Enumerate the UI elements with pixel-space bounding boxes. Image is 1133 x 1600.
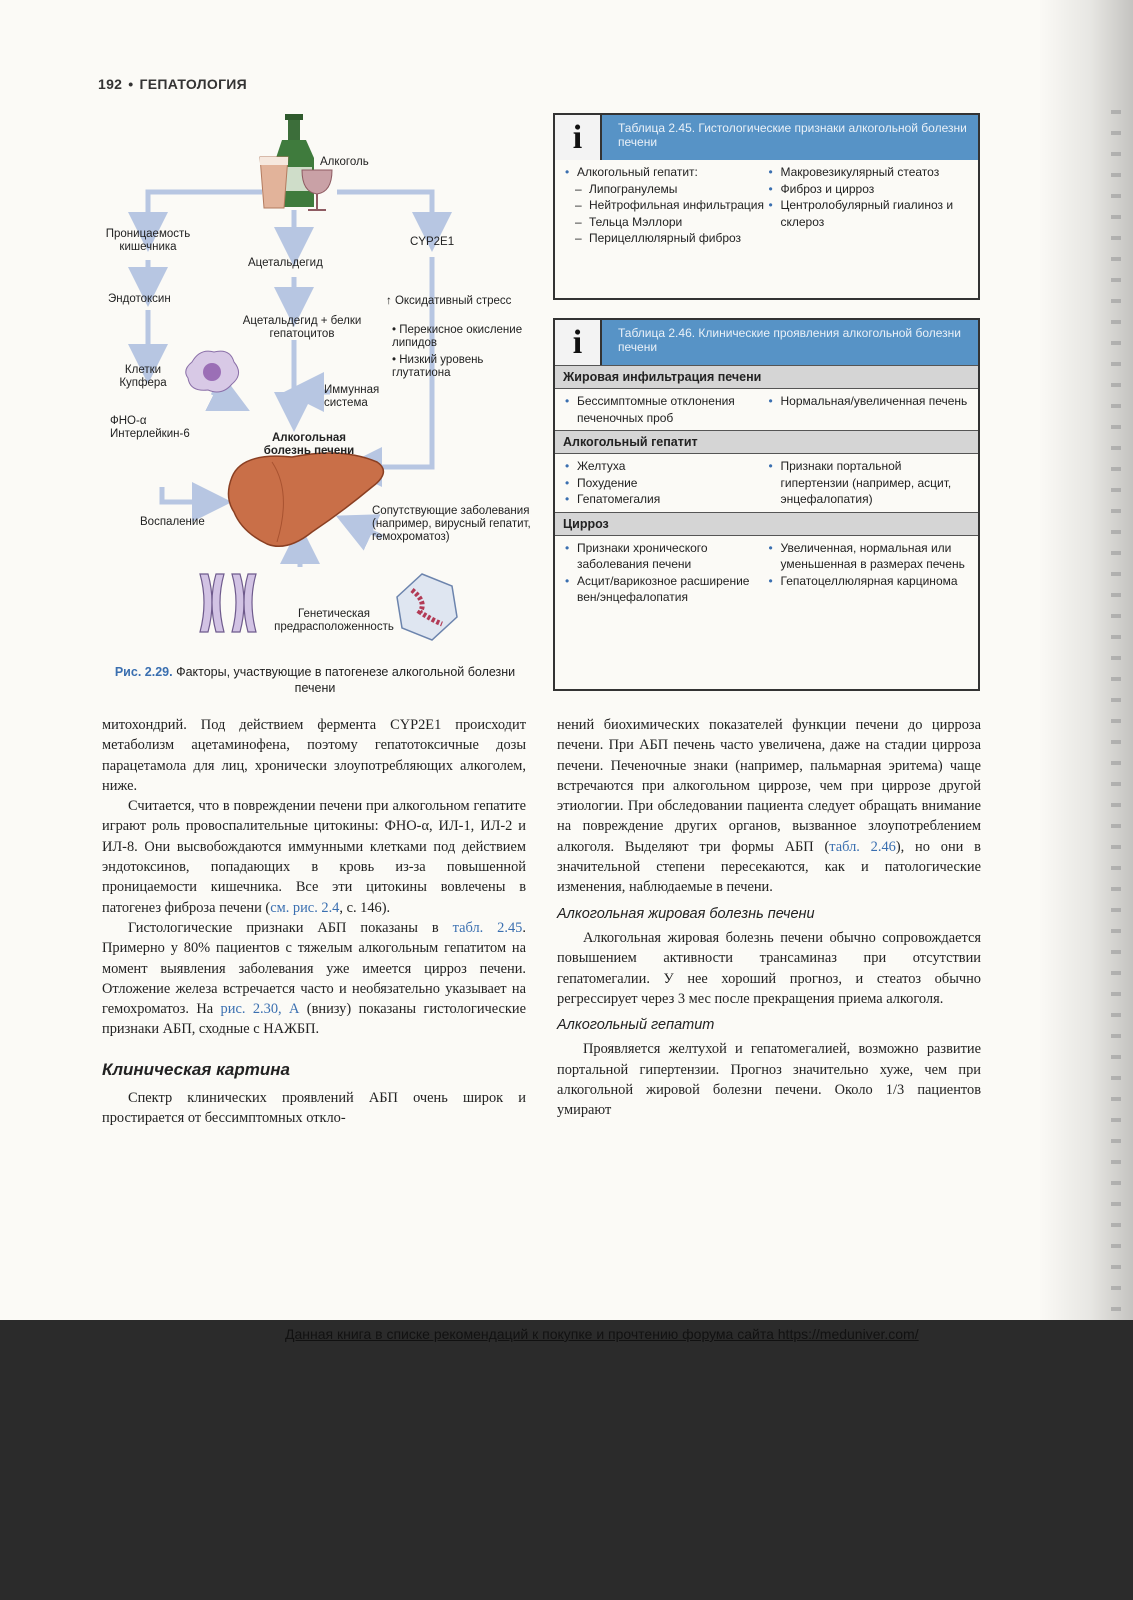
label-acetaldehyde-proteins: Ацетальдегид + белки гепатоцитов	[242, 315, 362, 340]
table-2-46	[553, 318, 980, 691]
virus-icon	[397, 574, 457, 640]
table-2-46-section-body	[555, 536, 978, 610]
kupffer-cell-icon	[186, 351, 239, 392]
footer-notice-link[interactable]: Данная книга в списке рекомендаций к покупке и прочтению форума сайта https://meduniver.com/	[285, 1326, 919, 1342]
table-2-46-item: • Похудение	[565, 475, 769, 492]
table-2-45-right-item: • Фиброз и цирроз	[769, 181, 973, 198]
table-2-46-item: • Признаки портальной гипертензии (например, асцит, энцефалопатия)	[769, 458, 973, 508]
table-2-46-header	[555, 320, 978, 365]
label-lipid-peroxidation: • Перекисное окисление липидов	[392, 324, 523, 349]
table-2-46-item: • Гепатомегалия	[565, 491, 769, 508]
info-icon: i	[555, 115, 602, 160]
label-alcohol: Алкоголь	[320, 156, 369, 168]
paragraph: Спектр клинических проявлений АБП очень широк и простирается от бессимптомных откло-	[102, 1090, 526, 1127]
table-2-46-item: • Желтуха	[565, 458, 769, 475]
figure-caption-number: Рис. 2.29.	[114, 665, 173, 679]
table-2-46-item: • Увеличенная, нормальная или уменьшенная в размерах печень	[769, 540, 973, 573]
beer-glass-icon	[260, 157, 288, 208]
table-2-45	[553, 113, 980, 300]
table-2-45-body	[555, 160, 978, 251]
table-2-46-item: • Бессимптомные отклонения печеночных проб	[565, 393, 769, 426]
table-2-46-section-title: Алкогольный гепатит	[555, 430, 978, 454]
section-heading: Клиническая картина	[102, 1059, 290, 1079]
paragraph	[102, 918, 526, 1040]
label-intestinal-permeability: Проницаемость кишечника	[105, 228, 191, 253]
label-comorbid-diseases: Сопутствующие заболевания (например, вирусный гепатит, гемохроматоз)	[372, 505, 531, 543]
subsection-heading: Алкогольная жировая болезнь печени	[557, 905, 815, 922]
text-run: (внизу) показаны гистологические признаки АБП, сходные с НАЖБП.	[102, 1001, 526, 1038]
label-kupffer-cells: Клетки Купфера	[119, 364, 167, 389]
table-2-45-left-head: • Алкогольный гепатит:	[565, 164, 769, 181]
label-acetaldehyde: Ацетальдегид	[248, 257, 323, 269]
table-reference-link[interactable]: табл. 2.46	[829, 838, 896, 855]
label-alcoholic-liver-disease: Алкогольная болезнь печени	[263, 432, 355, 457]
figure-reference-link[interactable]: см. рис. 2.4	[270, 899, 340, 916]
subsection-heading: Алкогольный гепатит	[557, 1017, 715, 1034]
liver-icon	[228, 453, 383, 546]
left-text-column	[102, 715, 526, 1129]
figure-caption	[98, 664, 532, 696]
label-low-glutathione: • Низкий уровень глутатиона	[392, 354, 484, 379]
table-2-46-section-title: Жировая инфильтрация печени	[555, 365, 978, 389]
info-icon: i	[555, 320, 602, 365]
label-genetic-predisposition: Генетическая предрасположенность	[274, 608, 394, 633]
figure-caption-text: Факторы, участвующие в патогенезе алкогольной болезни печени	[176, 665, 516, 695]
text-run: нений биохимических показателей функции печени до цирроза печени. При АБП печень часто увеличена, даже на стадии цирроза печени. Печеночные знаки (например, пальмарная эритема) чаще встречаются при алкогольном циррозе, чем при циррозе другой этиологии. При обследовании пациента следует обращать внимание на повреждение других органов, вызванное злоупотреблением алкоголя. Выделяют три формы АБП (	[557, 717, 981, 855]
table-2-45-left-item: – Нейтрофильная инфильтрация	[565, 197, 769, 214]
text-run: ), но они в значительной степени пересекаются, как и патологические изменения, наблюдаемые в печени.	[557, 838, 981, 896]
text-run: , с. 146).	[339, 899, 391, 916]
paragraph: Проявляется желтухой и гепатомегалией, возможно развитие портальной гипертензии. Прогноз значительно хуже, чем при алкогольной жировой болезни печени. Около 1/3 пациентов умирают	[557, 1041, 981, 1119]
label-cyp2e1: CYP2E1	[410, 236, 455, 248]
text-run: . Примерно у 80% пациентов с тяжелым алкогольным гепатитом на момент выявления заболевания уже имеется цирроз печени. Отложение железа встречается часто и необязательно указывает на гемохроматоз. На	[102, 919, 526, 1018]
label-tnf-il6: ФНО-α Интерлейкин-6	[110, 415, 190, 440]
text-run: Считается, что в повреждении печени при алкогольном гепатите играют роль провоспалительные цитокины: ФНО-α, ИЛ-1, ИЛ-2 и ИЛ-8. Они высвобождаются иммунными клетками под действием эндотоксинов, попадающих в кровь из-за повышенной проницаемости кишечника. Все эти цитокины вовлечены в патогенез фиброза печени (	[102, 798, 526, 916]
paragraph	[102, 796, 526, 918]
table-2-46-title: Таблица 2.46. Клинические проявления алкогольной болезни печени	[618, 326, 961, 354]
table-2-46-section-body	[555, 389, 978, 430]
text-run: Гистологические признаки АБП показаны в	[128, 919, 453, 936]
table-2-45-header	[555, 115, 978, 160]
page-number: 192	[98, 76, 123, 92]
label-immune-system: Иммунная система	[324, 384, 380, 409]
figure-reference-link[interactable]: рис. 2.30, А	[220, 1001, 300, 1018]
figure-pathogenesis-diagram	[92, 112, 540, 662]
table-2-45-right-item: • Центролобулярный гиалиноз и склероз	[769, 197, 973, 230]
table-2-46-item: • Гепатоцеллюлярная карцинома	[769, 573, 973, 590]
header-bullet: •	[128, 76, 134, 92]
right-text-column	[557, 715, 981, 1121]
table-2-45-left-item: – Перицеллюлярный фиброз	[565, 230, 769, 247]
table-2-46-item: • Асцит/варикозное расширение вен/энцефалопатия	[565, 573, 769, 606]
table-2-45-right-item: • Макровезикулярный стеатоз	[769, 164, 973, 181]
chromosome-icon	[200, 574, 256, 632]
table-2-46-section-body	[555, 454, 978, 512]
paragraph	[557, 715, 981, 898]
table-2-45-left-item: – Липогранулемы	[565, 181, 769, 198]
paragraph: митохондрий. Под действием фермента CYP2E1 происходит метаболизм ацетаминофена, поэтому гепатотоксичные дозы парацетамола для лиц, хронически злоупотребляющих алкоголем, ниже.	[102, 717, 526, 794]
label-inflammation: Воспаление	[140, 516, 205, 528]
table-2-46-item: • Нормальная/увеличенная печень	[769, 393, 973, 410]
table-reference-link[interactable]: табл. 2.45	[452, 919, 523, 936]
paragraph: Алкогольная жировая болезнь печени обычно сопровождается повышением активности трансаминаз при отсутствии гепатомегалии. У нее хороший прогноз, и стеатоз обычно регрессирует через 3 мес после прекращения приема алкоголя.	[557, 929, 981, 1007]
table-2-46-section-title: Цирроз	[555, 512, 978, 536]
label-endotoxin: Эндотоксин	[108, 293, 171, 305]
next-page-edge	[1111, 110, 1121, 1260]
table-2-45-left-item: – Тельца Мэллори	[565, 214, 769, 231]
running-header	[98, 76, 247, 92]
label-oxidative-stress: ↑ Оксидативный стресс	[386, 295, 512, 307]
section-title: ГЕПАТОЛОГИЯ	[139, 76, 248, 92]
table-2-46-item: • Признаки хронического заболевания печени	[565, 540, 769, 573]
table-2-45-title: Таблица 2.45. Гистологические признаки алкогольной болезни печени	[618, 121, 967, 149]
